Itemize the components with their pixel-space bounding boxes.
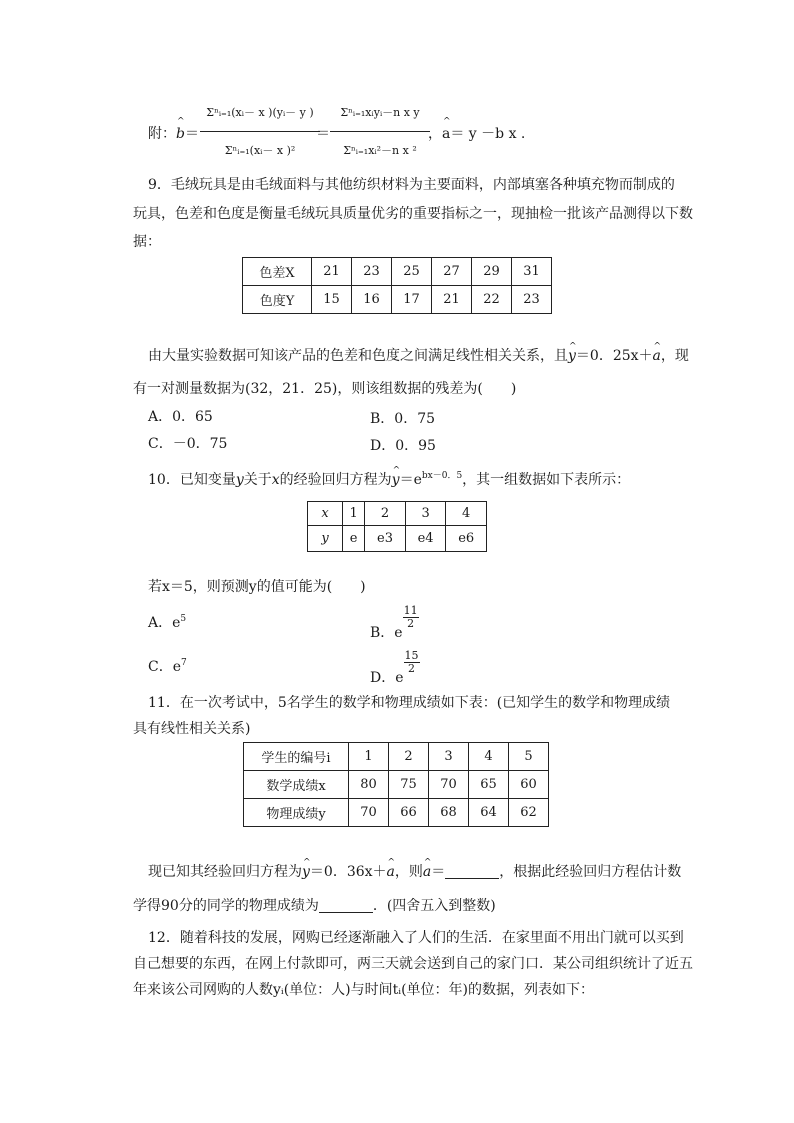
q9-line1: 9．毛绒玩具是由毛绒面料与其他纺织材料为主要面料，内部填塞各种填充物而制成的 [148, 177, 675, 193]
table-cell: 21 [312, 258, 352, 286]
q9-line2: 玩具，色差和色度是衡量毛绒玩具质量优劣的重要指标之一，现抽检一批该产品测得以下数 [133, 206, 693, 222]
answer-blank-score[interactable] [319, 898, 373, 913]
table-cell: e6 [446, 526, 487, 552]
formula-prefix: 附： [148, 126, 176, 142]
equals-sign: ＝ [316, 126, 330, 142]
table-row [244, 743, 549, 771]
table-cell: 16 [352, 286, 392, 314]
table-cell: 27 [432, 258, 472, 286]
q9-option-b[interactable]: B．0．75 [370, 411, 436, 427]
q11-phys-label: 物理成绩y [244, 799, 349, 827]
q9-option-c[interactable]: C．－0．75 [148, 436, 228, 452]
q10-data-table [307, 501, 487, 552]
table-cell: 4 [469, 743, 509, 771]
table-cell: 21 [432, 286, 472, 314]
table-cell: 60 [509, 771, 549, 799]
table-cell: 62 [509, 799, 549, 827]
table-cell: 66 [389, 799, 429, 827]
formula-b-bar1 [200, 131, 320, 132]
q9-option-d[interactable]: D．0．95 [370, 438, 436, 454]
table-cell: 23 [512, 286, 552, 314]
table-cell: 25 [392, 258, 432, 286]
q11-head-label: 学生的编号i [244, 743, 349, 771]
table-cell: 17 [392, 286, 432, 314]
q11-line3: 现已知其经验回归方程为^ y＝0．36x＋^ a，则^ a＝ ，根据此经验回归方程估计数 [148, 863, 681, 881]
table-cell: 70 [349, 799, 389, 827]
table-row [308, 526, 487, 552]
q9-data-table [242, 257, 552, 314]
table-row [308, 502, 487, 526]
table-cell: 4 [446, 502, 487, 526]
q10-option-c[interactable]: C．$e^7$ [148, 658, 187, 675]
q12-line3: 年来该公司网购的人数yᵢ(单位：人)与时间tᵢ(单位：年)的数据，列表如下： [133, 982, 595, 998]
table-cell: e [343, 526, 365, 552]
table-cell: 22 [472, 286, 512, 314]
formula-b-bar2 [330, 131, 430, 132]
q12-line2: 自己想要的东西，在网上付款即可，两三天就会送到自己的家门口．某公司组织统计了近五 [133, 956, 693, 972]
formula-b-denominator: Σⁿᵢ₌₁(xᵢ－ x )² [224, 144, 296, 157]
q11-line4: 学得90分的同学的物理成绩为 ．(四舍五入到整数) [133, 898, 496, 914]
table-cell: 1 [343, 502, 365, 526]
answer-blank-a[interactable] [445, 864, 499, 879]
q10-stem: 10．已知变量y关于x的经验回归方程为^ $y=e^{bx-0.5}$，其一组数据如下表所示： [148, 471, 630, 489]
formula-a: ，a＝ y －b x . [428, 126, 526, 142]
table-row [243, 258, 552, 286]
q9-stem1: 由大量实验数据可知该产品的色差和色度之间满足线性相关关系，且^ y＝0．25x＋^ a，现 [148, 347, 689, 365]
q11-line1: 11．在一次考试中，5名学生的数学和物理成绩如下表：(已知学生的数学和物理成绩 [148, 695, 671, 711]
q9-row1-label: 色差X [243, 258, 312, 286]
table-row [243, 286, 552, 314]
q10-y-label: y [308, 526, 343, 552]
q9-line3: 据： [133, 234, 161, 250]
q11-math-label: 数学成绩x [244, 771, 349, 799]
q9-row2-label: 色度Y [243, 286, 312, 314]
formula-b-numerator2: Σⁿᵢ₌₁xᵢyᵢ－n x y [340, 106, 420, 119]
table-cell: 2 [389, 743, 429, 771]
table-cell: e4 [405, 526, 446, 552]
formula-b-denominator2: Σⁿᵢ₌₁xᵢ²－n x ² [343, 144, 417, 157]
table-cell: 29 [472, 258, 512, 286]
table-cell: 64 [469, 799, 509, 827]
table-cell: 15 [312, 286, 352, 314]
table-cell: 3 [429, 743, 469, 771]
table-cell: 70 [429, 771, 469, 799]
q11-data-table [243, 742, 549, 827]
b-hat-symbol: ^ b＝ [176, 123, 199, 143]
q10-ask: 若x＝5，则预测y的值可能为( ) [148, 579, 366, 595]
table-cell: 3 [405, 502, 446, 526]
table-cell: 65 [469, 771, 509, 799]
table-cell: 5 [509, 743, 549, 771]
q10-option-d[interactable]: D．e $\frac{15}{2}$ [370, 649, 419, 686]
table-cell: 75 [389, 771, 429, 799]
table-cell: 23 [352, 258, 392, 286]
q9-option-a[interactable]: A．0．65 [148, 409, 213, 425]
q9-stem2: 有一对测量数据为(32，21．25)，则该组数据的残差为( ) [133, 381, 517, 397]
q10-x-label: x [308, 502, 343, 526]
q12-line1: 12．随着科技的发展，网购已经逐渐融入了人们的生活．在家里面不用出门就可以买到 [148, 930, 684, 946]
q10-option-a[interactable]: A．$e^5$ [148, 614, 187, 631]
q11-line2: 具有线性相关关系) [133, 721, 251, 737]
table-cell: e3 [365, 526, 406, 552]
q10-option-b[interactable]: B．e $\frac{11}{2}$ [370, 604, 418, 641]
table-cell: 1 [349, 743, 389, 771]
formula-b-numerator: Σⁿᵢ₌₁(xᵢ－ x )(yᵢ－ y ) [206, 106, 314, 119]
table-row [244, 799, 549, 827]
table-cell: 80 [349, 771, 389, 799]
table-cell: 31 [512, 258, 552, 286]
table-row [244, 771, 549, 799]
table-cell: 68 [429, 799, 469, 827]
table-cell: 2 [365, 502, 406, 526]
